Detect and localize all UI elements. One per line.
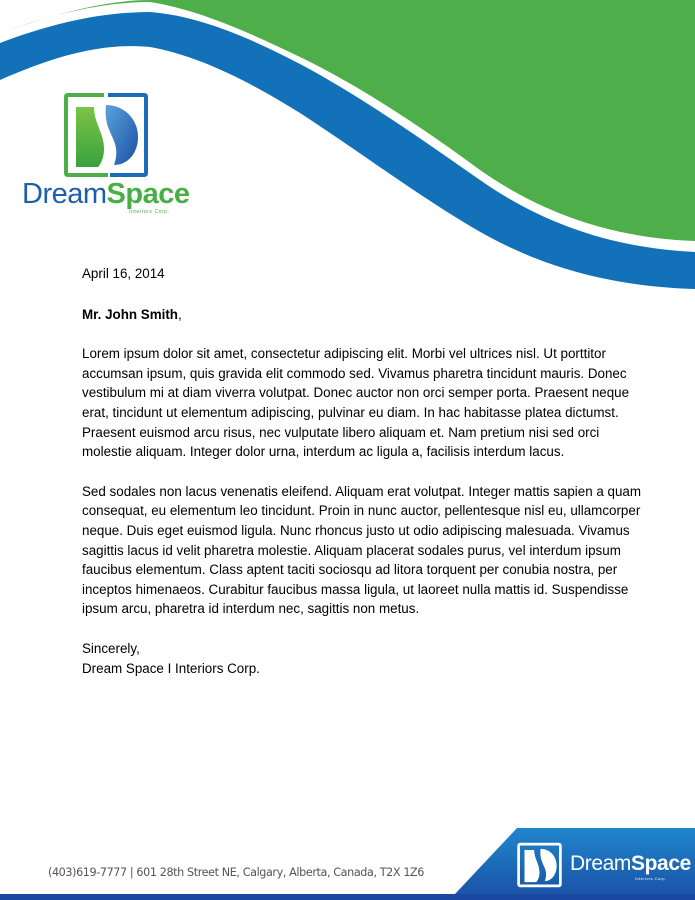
letter-date: April 16, 2014 (82, 266, 165, 281)
footer-logo (517, 842, 691, 890)
logo-word-space: Space (106, 178, 190, 210)
salutation (82, 305, 642, 325)
logo-wordmark (22, 178, 189, 210)
salutation-punctuation: , (177, 306, 182, 322)
logo-word-dream: Dream (22, 178, 107, 210)
signature: Dream Space I Interiors Corp. (82, 660, 260, 676)
logo-subtitle: Interiors Corp. (129, 209, 170, 215)
paragraph-1: Lorem ipsum dolor sit amet, consectetur adipiscing elit. Morbi vel ultrices nisl. Ut porttitor accumsan ipsum, quis gravida elit commodo sed. Vivamus pharetra tincidunt mauris. Donec vestibulum mi at diam viverra volutpat. Donec auctor non orci semper porta. Praesent neque erat, tincidunt ut elementum adipiscing, pulvinar eu diam. In hac habitasse platea dictumst. Praesent euismod arcu risus, nec vulputate libero aliquam et. Nam pretium nisi sed orci molestie aliquam. Integer dolor urna, interdum ac ligula a, facilisis interdum lacus. (82, 346, 630, 460)
footer-logo-word-space: Space (631, 852, 691, 875)
ds-monogram-icon (517, 842, 562, 888)
company-logo (22, 92, 192, 222)
footer-logo-subtitle: Interiors Corp. (635, 876, 667, 881)
closing: Sincerely, (82, 640, 140, 656)
footer-contact-info: (403)619-7777 | 601 28th Street NE, Calgary, Alberta, Canada, T2X 1Z6 (48, 866, 425, 879)
footer-logo-word-dream: Dream (570, 852, 632, 875)
footer-logo-wordmark (570, 852, 691, 876)
letter-body (82, 264, 642, 678)
paragraph-2: Sed sodales non lacus venenatis eleifend. Aliquam erat volutpat. Integer mattis sapien a quam consequat, eu elementum leo tincidunt. Proin in nunc auctor, pellentesque nisl eu, ullamcorper neque. Duis eget euismod ligula. Nunc rhoncus justo ut odio adipiscing malesuada. Vivamus sagittis lacus id velit pharetra molestie. Aliquam placerat sodales purus, vel interdum ipsum faucibus elementum. Class aptent taciti sociosqu ad litora torquent per conubia nostra, per inceptos himenaeos. Curabitur faucibus massa ligula, ut laoreet nulla mattis id. Suspendisse ipsum arcu, pharetra id interdum nec, sagittis non metus. (82, 483, 642, 617)
recipient-name: Mr. John Smith (82, 306, 178, 322)
ds-monogram-icon (64, 93, 148, 177)
